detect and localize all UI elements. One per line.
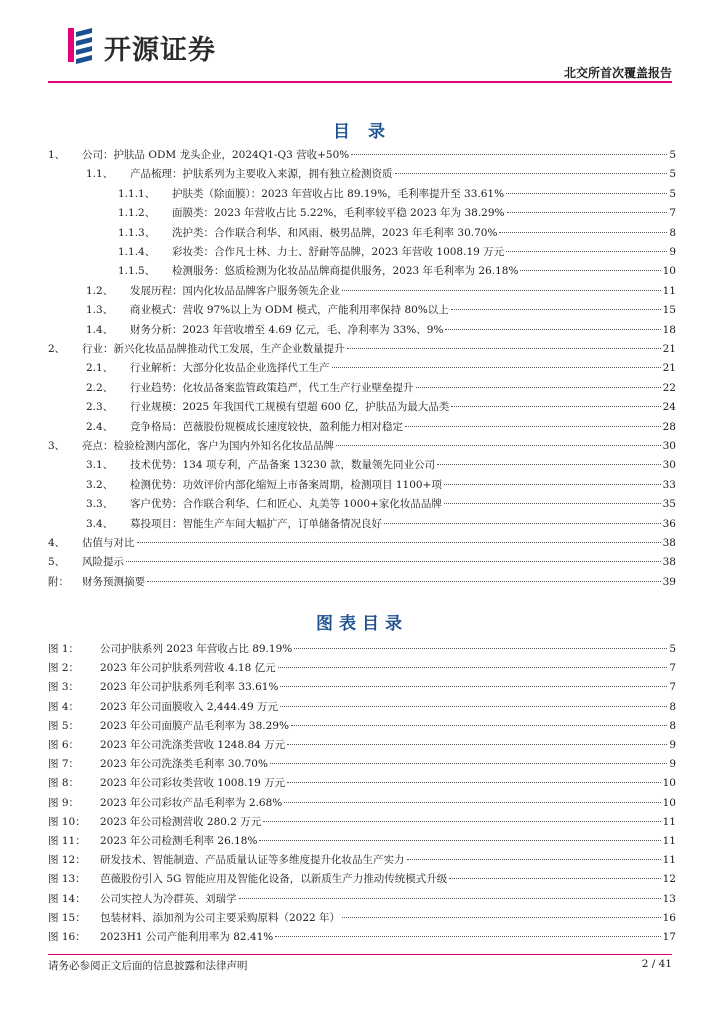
dot-leader bbox=[384, 523, 661, 524]
entry-number: 2.3、 bbox=[86, 401, 114, 414]
entry-title: 检测优势：功效评价内部化缩短上市备案周期，检测项目 1100+项 bbox=[130, 478, 442, 491]
entry-number: 1.1.5、 bbox=[118, 265, 156, 278]
dot-leader bbox=[336, 445, 661, 446]
entry-page: 11 bbox=[662, 815, 676, 828]
entry-title: 2023H1 公司产能利用率为 82.41% bbox=[100, 931, 274, 943]
entry-page: 21 bbox=[662, 362, 676, 375]
entry-page: 8 bbox=[669, 700, 676, 713]
entry-page: 30 bbox=[662, 440, 676, 452]
toc-entry[interactable] bbox=[86, 301, 676, 319]
toc-entry[interactable] bbox=[48, 573, 676, 591]
entry-page: 7 bbox=[669, 681, 676, 694]
entry-page: 35 bbox=[662, 498, 676, 511]
entry-title: 2023 年公司检测营收 280.2 万元 bbox=[100, 815, 262, 828]
dot-leader bbox=[342, 917, 661, 918]
entry-number: 附： bbox=[48, 575, 69, 588]
dot-leader bbox=[499, 232, 667, 233]
entry-number: 2.4、 bbox=[86, 420, 114, 433]
entry-title: 行业：新兴化妆品品牌推动代工发展，生产企业数量提升 bbox=[82, 343, 345, 355]
dot-leader bbox=[506, 251, 667, 252]
footer-disclaimer: 请务必参阅正文后面的信息披露和法律声明 bbox=[48, 960, 248, 972]
entry-number: 1.1.2、 bbox=[118, 207, 156, 220]
toc-entry[interactable] bbox=[86, 165, 676, 183]
dot-leader bbox=[280, 686, 667, 687]
entry-title: 2023 年公司面膜收入 2,444.49 万元 bbox=[100, 700, 278, 713]
figure-entry[interactable] bbox=[48, 755, 676, 773]
toc-entry[interactable] bbox=[86, 282, 676, 300]
dot-leader bbox=[263, 821, 660, 822]
entry-title: 2023 年公司检测毛利率 26.18% bbox=[100, 835, 258, 847]
entry-title: 包装材料、添加剂为公司主要采购原料（2022 年） bbox=[100, 911, 341, 924]
entry-page: 38 bbox=[662, 537, 676, 549]
dot-leader bbox=[270, 763, 667, 764]
dot-leader bbox=[147, 581, 661, 582]
entry-page: 16 bbox=[662, 911, 676, 924]
toc-entry[interactable] bbox=[48, 553, 676, 571]
entry-number: 图 16： bbox=[48, 931, 86, 943]
report-type: 北交所首次覆盖报告 bbox=[563, 66, 672, 80]
entry-title: 公司：护肤品 ODM 龙头企业，2024Q1-Q3 营收+50% bbox=[82, 149, 350, 161]
dot-leader bbox=[239, 898, 661, 899]
entry-number: 1.3、 bbox=[86, 304, 114, 317]
entry-title: 客户优势：合作联合利华、仁和匠心、丸美等 1000+家化妆品品牌 bbox=[130, 498, 442, 511]
toc-entry[interactable] bbox=[118, 243, 676, 261]
entry-title: 财务预测摘要 bbox=[82, 575, 145, 588]
figure-entry[interactable] bbox=[48, 794, 676, 812]
entry-page: 9 bbox=[669, 739, 676, 751]
entry-number: 2.2、 bbox=[86, 381, 114, 394]
toc-entry[interactable] bbox=[86, 379, 676, 397]
dot-leader bbox=[291, 725, 667, 726]
entry-page: 10 bbox=[662, 796, 676, 809]
entry-title: 风险提示 bbox=[82, 556, 124, 569]
entry-title: 技术优势：134 项专利，产品备案 13230 款，数量领先同业公司 bbox=[130, 459, 435, 472]
dot-leader bbox=[445, 329, 660, 330]
dot-leader bbox=[278, 667, 668, 668]
entry-number: 图 3： bbox=[48, 681, 80, 694]
toc-entry[interactable] bbox=[118, 262, 676, 280]
dot-leader bbox=[342, 290, 661, 291]
entry-title: 公司实控人为冷群英、刘瑞学 bbox=[100, 892, 237, 905]
entry-title: 2023 年公司洗涤类毛利率 30.70% bbox=[100, 758, 268, 771]
entry-page: 5 bbox=[669, 187, 676, 200]
dot-leader bbox=[351, 154, 667, 155]
entry-page: 9 bbox=[669, 758, 676, 771]
figure-entry[interactable] bbox=[48, 890, 676, 908]
entry-title: 面膜类：2023 年营收占比 5.22%，毛利率较平稳 2023 年为 38.29% bbox=[172, 207, 505, 220]
entry-title: 公司护肤系列 2023 年营收占比 89.19% bbox=[100, 643, 293, 655]
entry-number: 图 12： bbox=[48, 854, 86, 867]
toc-entry[interactable] bbox=[48, 534, 676, 552]
figure-entry[interactable] bbox=[48, 928, 676, 946]
entry-title: 行业解析：大部分化妆品企业选择代工生产 bbox=[130, 362, 330, 375]
entry-page: 12 bbox=[662, 873, 676, 886]
logo-mark-icon bbox=[66, 26, 96, 64]
entry-page: 17 bbox=[662, 931, 676, 943]
entry-page: 5 bbox=[669, 149, 676, 161]
entry-title: 2023 年公司护肤系列营收 4.18 亿元 bbox=[100, 662, 276, 675]
entry-title: 行业规模：2025 年我国代工规模有望超 600 亿，护肤品为最大品类 bbox=[130, 401, 450, 414]
entry-title: 亮点：检验检测内部化，客户为国内外知名化妆品品牌 bbox=[82, 440, 334, 452]
entry-page: 10 bbox=[662, 265, 676, 278]
dot-leader bbox=[332, 367, 661, 368]
dot-leader bbox=[451, 309, 661, 310]
entry-number: 1.2、 bbox=[86, 284, 114, 297]
dot-leader bbox=[449, 878, 660, 879]
entry-title: 募投项目：智能生产车间大幅扩产，订单储备情况良好 bbox=[130, 517, 382, 530]
dot-leader bbox=[507, 212, 668, 213]
dot-leader bbox=[405, 426, 661, 427]
figure-entry[interactable] bbox=[48, 909, 676, 927]
figure-entry[interactable] bbox=[48, 659, 676, 677]
header-divider bbox=[48, 81, 672, 83]
entry-page: 18 bbox=[662, 323, 676, 336]
figure-entry[interactable] bbox=[48, 736, 676, 754]
dot-leader bbox=[259, 840, 660, 841]
dot-leader bbox=[287, 744, 667, 745]
entry-number: 图 1： bbox=[48, 643, 80, 655]
entry-number: 图 7： bbox=[48, 758, 80, 771]
dot-leader bbox=[395, 173, 668, 174]
dot-leader bbox=[407, 859, 661, 860]
dot-leader bbox=[287, 782, 660, 783]
entry-title: 竞争格局：芭薇股份规模成长速度较快，盈利能力相对稳定 bbox=[130, 420, 403, 433]
entry-page: 11 bbox=[662, 284, 676, 297]
entry-title: 彩妆类：合作凡士林、力士、舒耐等品牌，2023 年营收 1008.19 万元 bbox=[172, 246, 505, 258]
entry-number: 图 9： bbox=[48, 796, 80, 809]
entry-title: 财务分析：2023 年营收增至 4.69 亿元，毛、净利率为 33%、9% bbox=[130, 323, 444, 336]
dot-leader bbox=[137, 542, 661, 543]
entry-number: 1.1.3、 bbox=[118, 226, 156, 239]
toc-entry[interactable] bbox=[118, 185, 676, 203]
entry-page: 7 bbox=[669, 662, 676, 675]
dot-leader bbox=[126, 561, 661, 562]
entry-number: 2、 bbox=[48, 343, 66, 355]
entry-page: 11 bbox=[662, 835, 676, 847]
toc-entry[interactable] bbox=[86, 398, 676, 416]
entry-title: 产品梳理：护肤系列为主要收入来源，拥有独立检测资质 bbox=[130, 168, 393, 181]
dot-leader bbox=[520, 270, 660, 271]
figures-title: 图表目录 bbox=[316, 614, 408, 634]
toc-entry[interactable] bbox=[48, 437, 676, 455]
entry-number: 图 4： bbox=[48, 700, 80, 713]
figure-entry[interactable] bbox=[48, 678, 676, 696]
entry-title: 2023 年公司彩妆类营收 1008.19 万元 bbox=[100, 777, 286, 790]
entry-number: 图 15： bbox=[48, 911, 86, 924]
entry-title: 洗护类：合作联合利华、和风雨、极男品牌，2023 年毛利率 30.70% bbox=[172, 226, 498, 239]
entry-title: 2023 年公司护肤系列毛利率 33.61% bbox=[100, 681, 279, 694]
figure-entry[interactable] bbox=[48, 774, 676, 792]
entry-page: 38 bbox=[662, 556, 676, 569]
toc-entry[interactable] bbox=[48, 146, 676, 164]
entry-title: 2023 年公司彩妆产品毛利率为 2.68% bbox=[100, 796, 283, 809]
entry-number: 3.3、 bbox=[86, 498, 114, 511]
entry-number: 图 5： bbox=[48, 719, 80, 732]
entry-page: 28 bbox=[662, 420, 676, 433]
dot-leader bbox=[451, 406, 660, 407]
entry-number: 图 14： bbox=[48, 892, 86, 905]
entry-page: 11 bbox=[662, 854, 676, 867]
entry-page: 30 bbox=[662, 459, 676, 472]
entry-page: 7 bbox=[669, 207, 676, 220]
footer-divider bbox=[48, 954, 672, 955]
entry-page: 13 bbox=[662, 892, 676, 905]
figure-entry[interactable] bbox=[48, 698, 676, 716]
entry-number: 1.1、 bbox=[86, 168, 114, 181]
entry-page: 33 bbox=[662, 478, 676, 491]
entry-number: 图 2： bbox=[48, 662, 80, 675]
figure-entry[interactable] bbox=[48, 813, 676, 831]
entry-number: 图 13： bbox=[48, 873, 86, 886]
entry-number: 图 6： bbox=[48, 739, 80, 751]
toc-entry[interactable] bbox=[86, 359, 676, 377]
entry-title: 2023 年公司洗涤类营收 1248.84 万元 bbox=[100, 739, 286, 751]
entry-page: 22 bbox=[662, 381, 676, 394]
dot-leader bbox=[444, 503, 661, 504]
toc-title: 目 录 bbox=[333, 122, 391, 142]
entry-number: 5、 bbox=[48, 556, 66, 569]
entry-title: 芭薇股份引入 5G 智能应用及智能化设备，以新质生产力推动传统模式升级 bbox=[100, 873, 448, 886]
entry-title: 研发技术、智能制造、产品质量认证等多维度提升化妆品生产实力 bbox=[100, 854, 405, 867]
entry-number: 图 11： bbox=[48, 835, 86, 847]
entry-page: 36 bbox=[662, 517, 676, 530]
page-header bbox=[0, 0, 724, 90]
entry-number: 1、 bbox=[48, 149, 66, 161]
toc-entry[interactable] bbox=[118, 224, 676, 242]
entry-number: 3、 bbox=[48, 440, 66, 452]
entry-number: 1.4、 bbox=[86, 323, 114, 336]
figure-entry[interactable] bbox=[48, 851, 676, 869]
logo-text: 开源证券 bbox=[104, 35, 216, 66]
entry-page: 9 bbox=[669, 246, 676, 258]
dot-leader bbox=[347, 348, 661, 349]
dot-leader bbox=[437, 464, 661, 465]
toc-entry[interactable] bbox=[86, 476, 676, 494]
entry-title: 发展历程：国内化妆品品牌客户服务领先企业 bbox=[130, 284, 340, 297]
dot-leader bbox=[294, 648, 667, 649]
page-number: 2 / 41 bbox=[641, 958, 672, 970]
entry-page: 21 bbox=[662, 343, 676, 355]
entry-title: 估值与对比 bbox=[82, 537, 135, 549]
dot-leader bbox=[284, 802, 660, 803]
entry-title: 2023 年公司面膜产品毛利率为 38.29% bbox=[100, 719, 289, 732]
entry-number: 3.2、 bbox=[86, 478, 114, 491]
entry-page: 8 bbox=[669, 719, 676, 732]
toc-entry[interactable] bbox=[86, 418, 676, 436]
figure-entry[interactable] bbox=[48, 717, 676, 735]
entry-number: 3.1、 bbox=[86, 459, 114, 472]
entry-page: 39 bbox=[662, 575, 676, 588]
entry-number: 2.1、 bbox=[86, 362, 114, 375]
entry-title: 护肤类（除面膜）：2023 年营收占比 89.19%，毛利率提升至 33.61% bbox=[172, 187, 505, 200]
toc-entry[interactable] bbox=[118, 204, 676, 222]
dot-leader bbox=[275, 936, 660, 937]
entry-number: 1.1.1、 bbox=[118, 187, 156, 200]
figure-entry[interactable] bbox=[48, 832, 676, 850]
entry-page: 5 bbox=[669, 168, 676, 181]
dot-leader bbox=[506, 193, 667, 194]
figure-entry[interactable] bbox=[48, 640, 676, 658]
toc-entry[interactable] bbox=[86, 495, 676, 513]
entry-title: 商业模式：营收 97%以上为 ODM 模式，产能利用率保持 80%以上 bbox=[130, 304, 449, 317]
toc-entry[interactable] bbox=[48, 340, 676, 358]
entry-page: 15 bbox=[662, 304, 676, 317]
entry-number: 图 8： bbox=[48, 777, 80, 790]
toc-entry[interactable] bbox=[86, 456, 676, 474]
entry-page: 10 bbox=[662, 777, 676, 790]
dot-leader bbox=[280, 706, 667, 707]
dot-leader bbox=[444, 484, 661, 485]
entry-title: 行业趋势：化妆品备案监管政策趋严，代工生产行业壁垒提升 bbox=[130, 381, 414, 394]
figure-entry[interactable] bbox=[48, 870, 676, 888]
toc-entry[interactable] bbox=[86, 321, 676, 339]
entry-number: 4、 bbox=[48, 537, 66, 549]
entry-number: 1.1.4、 bbox=[118, 246, 156, 258]
entry-page: 8 bbox=[669, 226, 676, 239]
entry-title: 检测服务：悠质检测为化妆品品牌商提供服务，2023 年毛利率为 26.18% bbox=[172, 265, 519, 278]
entry-page: 5 bbox=[669, 643, 676, 655]
entry-number: 3.4、 bbox=[86, 517, 114, 530]
logo bbox=[66, 26, 266, 66]
dot-leader bbox=[416, 387, 661, 388]
entry-page: 24 bbox=[662, 401, 676, 414]
entry-number: 图 10： bbox=[48, 815, 86, 828]
toc-entry[interactable] bbox=[86, 515, 676, 533]
